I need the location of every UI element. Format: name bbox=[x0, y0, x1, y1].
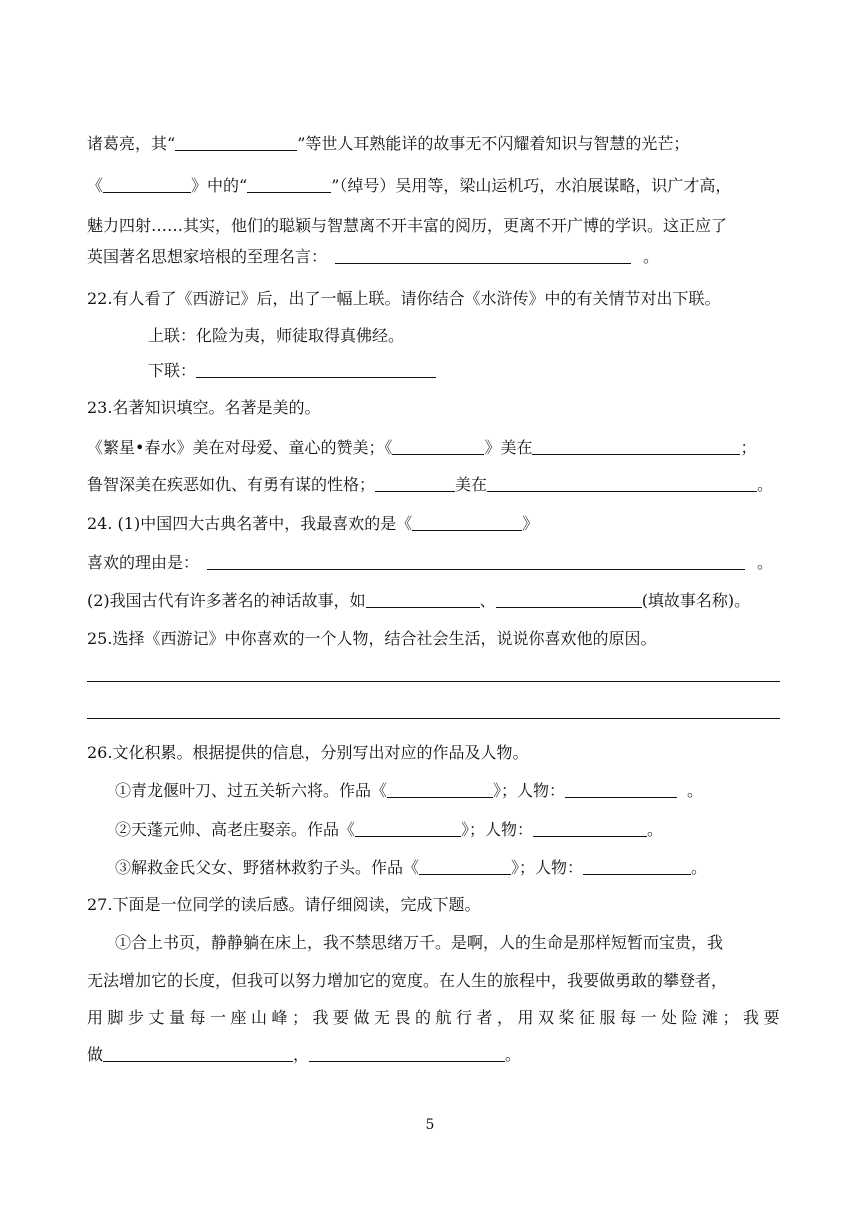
text-line: 诸葛亮，其“ ”等世人耳熟能详的故事无不闪耀着知识与智慧的光芒； bbox=[87, 134, 690, 153]
passage-line: ①合上书页，静静躺在床上，我不禁思绪万千。是啊，人的生命是那样短暂而宝贵，我 bbox=[115, 933, 724, 952]
text-line: 鲁智深美在疾恶如仇、有勇有谋的性格； 美在 。 bbox=[87, 475, 774, 494]
text-line: 喜欢的理由是： 。 bbox=[87, 553, 774, 572]
question-23-stem: 23.名著知识填空。名著是美的。 bbox=[87, 398, 321, 417]
fill-blank[interactable] bbox=[583, 856, 691, 875]
fill-blank[interactable] bbox=[419, 856, 511, 875]
fill-blank[interactable] bbox=[175, 132, 297, 151]
answer-line[interactable] bbox=[87, 718, 780, 719]
fill-blank[interactable] bbox=[366, 589, 480, 608]
fill-blank[interactable] bbox=[247, 174, 331, 193]
passage-line: 用 脚 步 丈 量 每 一 座 山 峰 ； 我 要 做 无 畏 的 航 行 者 ， 用 双 桨 征 服 每 一 处 险 滩 ； 我 要 bbox=[87, 1008, 780, 1027]
question-24-stem: 24. (1)中国四大古典名著中，我最喜欢的是《 》 bbox=[87, 514, 539, 533]
item-2: ②天蓬元帅、高老庄娶亲。作品《 》；人物： 。 bbox=[115, 820, 664, 839]
fill-blank[interactable] bbox=[387, 779, 493, 798]
text-line: 英国著名思想家培根的至理名言： 。 bbox=[87, 247, 660, 266]
fill-blank[interactable] bbox=[103, 1043, 293, 1062]
text-line: 《繁星•春水》美在对母爱、童心的赞美；《 》美在 ； bbox=[87, 438, 757, 457]
fill-blank[interactable] bbox=[412, 512, 522, 531]
fill-blank[interactable] bbox=[207, 551, 745, 570]
fill-blank[interactable] bbox=[496, 589, 642, 608]
fill-blank[interactable] bbox=[335, 245, 631, 264]
item-3: ③解救金氏父女、野猪林救豹子头。作品《 》；人物： 。 bbox=[115, 858, 708, 877]
fill-blank[interactable] bbox=[196, 359, 436, 378]
lower-couplet: 下联： bbox=[148, 359, 780, 383]
question-22-stem: 22.有人看了《西游记》后，出了一幅上联。请你结合《水浒传》中的有关情节对出下联。 bbox=[87, 289, 721, 308]
upper-couplet: 上联：化险为夷，师徒取得真佛经。 bbox=[148, 326, 405, 345]
item-1: ①青龙偃叶刀、过五关斩六将。作品《 》；人物： 。 bbox=[115, 781, 704, 800]
fill-blank[interactable] bbox=[309, 1043, 505, 1062]
question-26-stem: 26.文化积累。根据提供的信息，分别写出对应的作品及人物。 bbox=[87, 743, 529, 762]
fill-blank[interactable] bbox=[487, 473, 757, 492]
text-line: 《 》中的“ ”（绰号）吴用等，梁山运机巧，水泊展谋略，识广才高， bbox=[87, 176, 732, 195]
passage-line: 做 ， 。 bbox=[87, 1045, 522, 1064]
text-line: 魅力四射……其实，他们的聪颖与智慧离不开丰富的阅历，更离不开广博的学识。这正应了 bbox=[87, 216, 728, 235]
fill-blank[interactable] bbox=[532, 436, 740, 455]
fill-blank[interactable] bbox=[103, 174, 191, 193]
fill-blank[interactable] bbox=[533, 818, 647, 837]
fill-blank[interactable] bbox=[392, 436, 484, 455]
fill-blank[interactable] bbox=[565, 779, 677, 798]
question-27-stem: 27.下面是一位同学的读后感。请仔细阅读，完成下题。 bbox=[87, 895, 481, 914]
question-25-stem: 25.选择《西游记》中你喜欢的一个人物，结合社会生活，说说你喜欢他的原因。 bbox=[87, 629, 657, 648]
answer-line[interactable] bbox=[87, 681, 780, 682]
page-number: 5 bbox=[425, 1117, 435, 1133]
text-line: (2)我国古代有许多著名的神话故事，如 、 (填故事名称)。 bbox=[87, 591, 751, 610]
fill-blank[interactable] bbox=[355, 818, 461, 837]
fill-blank[interactable] bbox=[375, 473, 455, 492]
passage-line: 无法增加它的长度，但我可以努力增加它的宽度。在人生的旅程中，我要做勇敢的攀登者， bbox=[87, 971, 728, 990]
